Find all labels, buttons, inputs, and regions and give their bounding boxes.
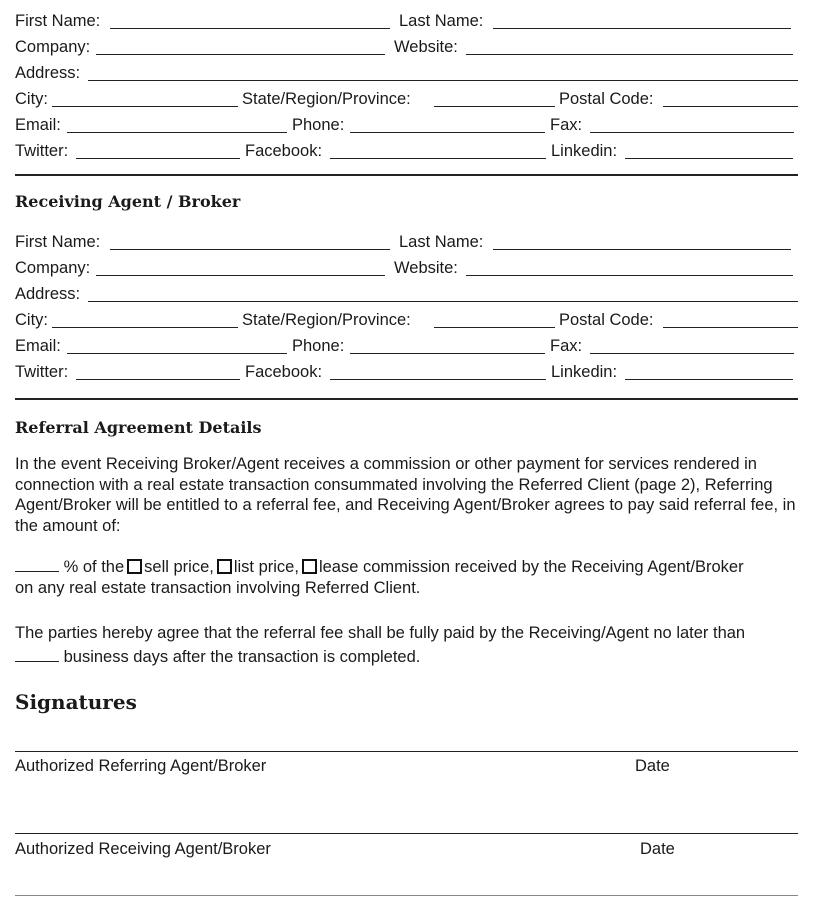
postal-code-label: Postal Code:	[559, 90, 654, 108]
email-field[interactable]	[67, 353, 287, 354]
website-label: Website:	[394, 38, 458, 56]
email-field[interactable]	[67, 132, 287, 133]
referring-signature-label: Authorized Referring Agent/Broker	[15, 757, 267, 775]
company-field[interactable]	[96, 275, 385, 276]
facebook-label: Facebook:	[245, 363, 323, 381]
city-label: City:	[15, 90, 48, 108]
payment-clause	[15, 621, 798, 669]
linkedin-field[interactable]	[625, 158, 793, 159]
receiving-signature-label: Authorized Receiving Agent/Broker	[15, 840, 271, 858]
row-city	[15, 82, 798, 108]
business-days-field[interactable]	[15, 647, 59, 662]
company-label: Company:	[15, 38, 91, 56]
list-price-label: list price,	[233, 558, 299, 576]
phone-field[interactable]	[350, 353, 545, 354]
website-field[interactable]	[466, 275, 793, 276]
city-field[interactable]	[52, 327, 238, 328]
email-label: Email:	[15, 337, 61, 355]
row-company	[15, 30, 798, 56]
phone-label: Phone:	[292, 116, 345, 134]
company-field[interactable]	[96, 54, 385, 55]
percent-of-text: % of the	[63, 558, 125, 576]
percent-field[interactable]	[15, 557, 59, 572]
row-name	[15, 4, 798, 30]
row-email	[15, 329, 798, 355]
city-label: City:	[15, 311, 48, 329]
row-address	[15, 277, 798, 303]
address-field[interactable]	[88, 301, 798, 302]
fax-label: Fax:	[550, 337, 583, 355]
city-field[interactable]	[52, 106, 238, 107]
row-email	[15, 108, 798, 134]
referral-fee-clause	[15, 557, 798, 598]
last-name-label: Last Name:	[399, 12, 484, 30]
website-label: Website:	[394, 259, 458, 277]
last-name-field[interactable]	[493, 249, 791, 250]
agreement-intro: In the event Receiving Broker/Agent receives a commission or other payment for services rendered in connection with a real estate transaction consummated involving the Referred Client (page 2), Referring Agent/Broker will be entitled to a referral fee, and Receiving Agent/Broker agrees to pay said referral fee, in the amount of:	[15, 455, 796, 535]
fax-label: Fax:	[550, 116, 583, 134]
section-divider	[15, 174, 798, 176]
first-name-field[interactable]	[110, 249, 390, 250]
first-name-label: First Name:	[15, 12, 101, 30]
linkedin-label: Linkedin:	[551, 363, 618, 381]
website-field[interactable]	[466, 54, 793, 55]
postal-code-field[interactable]	[663, 106, 798, 107]
referring-date-label: Date	[635, 757, 670, 775]
lease-commission-label: lease commission received by the Receiving Agent/Broker	[318, 558, 744, 576]
address-label: Address:	[15, 64, 81, 82]
postal-code-field[interactable]	[663, 327, 798, 328]
lease-commission-checkbox[interactable]	[302, 559, 317, 574]
address-field[interactable]	[88, 80, 798, 81]
phone-field[interactable]	[350, 132, 545, 133]
linkedin-field[interactable]	[625, 379, 793, 380]
row-address	[15, 56, 798, 82]
row-name	[15, 225, 798, 251]
twitter-label: Twitter:	[15, 142, 69, 160]
fee-clause-tail: on any real estate transaction involving Referred Client.	[15, 578, 421, 597]
address-label: Address:	[15, 285, 81, 303]
fax-field[interactable]	[590, 132, 794, 133]
row-city	[15, 303, 798, 329]
row-social	[15, 355, 798, 381]
payment-tail: business days after the transaction is completed.	[63, 648, 421, 666]
first-name-label: First Name:	[15, 233, 101, 251]
row-company	[15, 251, 798, 277]
state-label: State/Region/Province:	[242, 311, 411, 329]
bottom-rule	[15, 895, 798, 896]
agreement-title: Referral Agreement Details	[15, 418, 262, 437]
receiving-agent-title: Receiving Agent / Broker	[15, 192, 241, 211]
referring-signature-line[interactable]	[15, 751, 798, 752]
company-label: Company:	[15, 259, 91, 277]
payment-text: The parties hereby agree that the referral fee shall be fully paid by the Receiving/Agent no later than	[15, 624, 746, 642]
first-name-field[interactable]	[110, 28, 390, 29]
state-label: State/Region/Province:	[242, 90, 411, 108]
sell-price-checkbox[interactable]	[127, 559, 142, 574]
email-label: Email:	[15, 116, 61, 134]
facebook-field[interactable]	[330, 158, 546, 159]
receiving-date-label: Date	[640, 840, 675, 858]
last-name-field[interactable]	[493, 28, 791, 29]
fax-field[interactable]	[590, 353, 794, 354]
linkedin-label: Linkedin:	[551, 142, 618, 160]
row-social	[15, 134, 798, 160]
twitter-field[interactable]	[76, 379, 240, 380]
facebook-label: Facebook:	[245, 142, 323, 160]
sell-price-label: sell price,	[144, 558, 214, 576]
section-divider	[15, 398, 798, 400]
twitter-label: Twitter:	[15, 363, 69, 381]
list-price-checkbox[interactable]	[217, 559, 232, 574]
twitter-field[interactable]	[76, 158, 240, 159]
signatures-title: Signatures	[15, 690, 137, 714]
postal-code-label: Postal Code:	[559, 311, 654, 329]
last-name-label: Last Name:	[399, 233, 484, 251]
facebook-field[interactable]	[330, 379, 546, 380]
phone-label: Phone:	[292, 337, 345, 355]
state-field[interactable]	[434, 327, 555, 328]
receiving-signature-line[interactable]	[15, 833, 798, 834]
state-field[interactable]	[434, 106, 555, 107]
